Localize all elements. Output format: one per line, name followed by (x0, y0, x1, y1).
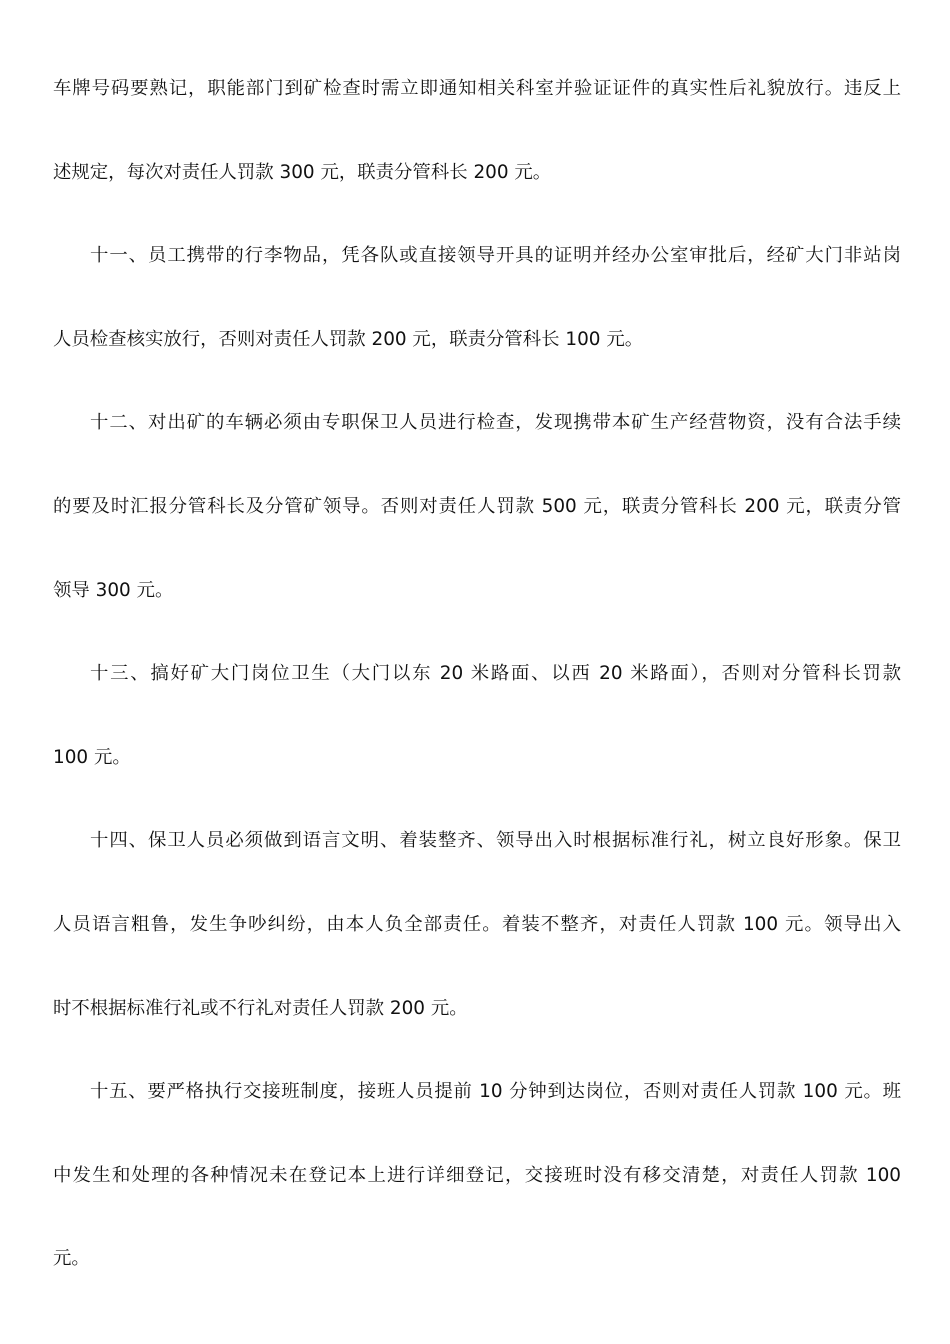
text-line: 十一、员工携带的行李物品，凭各队或直接领导开具的证明并经办公室审批后，经矿大门非站岗 (90, 245, 901, 267)
text-line: 十四、保卫人员必须做到语言文明、着装整齐、领导出入时根据标准行礼，树立良好形象。保卫 (90, 830, 901, 852)
paragraph-article-12 (53, 381, 901, 632)
text-line: 领导 300 元。 (53, 579, 174, 601)
paragraph-article-15 (53, 1050, 901, 1301)
text-line: 时不根据标准行礼或不行礼对责任人罚款 200 元。 (53, 997, 468, 1019)
text-line: 人员语言粗鲁，发生争吵纠纷，由本人负全部责任。着装不整齐，对责任人罚款 100 元。领导出入 (53, 913, 901, 935)
paragraph-article-14 (53, 799, 901, 1050)
paragraph-article-13 (53, 632, 901, 799)
text-line: 车牌号码要熟记，职能部门到矿检查时需立即通知相关科室并验证证件的真实性后礼貌放行。违反上 (53, 78, 901, 99)
text-line: 述规定，每次对责任人罚款 300 元，联责分管科长 200 元。 (53, 161, 552, 183)
text-line: 人员检查核实放行，否则对责任人罚款 200 元，联责分管科长 100 元。 (53, 328, 644, 350)
text-line: 十五、要严格执行交接班制度，接班人员提前 10 分钟到达岗位，否则对责任人罚款 100 元。班 (90, 1081, 901, 1103)
text-line: 100 元。 (53, 746, 131, 768)
paragraph-continuation (53, 47, 901, 214)
text-line: 中发生和处理的各种情况未在登记本上进行详细登记，交接班时没有移交清楚，对责任人罚款 100 (53, 1164, 901, 1186)
document-page (53, 47, 901, 1301)
text-line: 十三、搞好矿大门岗位卫生（大门以东 20 米路面、以西 20 米路面），否则对分管科长罚款 (90, 663, 901, 685)
text-line: 十二、对出矿的车辆必须由专职保卫人员进行检查，发现携带本矿生产经营物资，没有合法手续 (90, 412, 901, 434)
text-line: 元。 (53, 1248, 90, 1270)
paragraph-article-11 (53, 214, 901, 381)
text-line: 的要及时汇报分管科长及分管矿领导。否则对责任人罚款 500 元，联责分管科长 200 元，联责分管 (53, 495, 901, 517)
